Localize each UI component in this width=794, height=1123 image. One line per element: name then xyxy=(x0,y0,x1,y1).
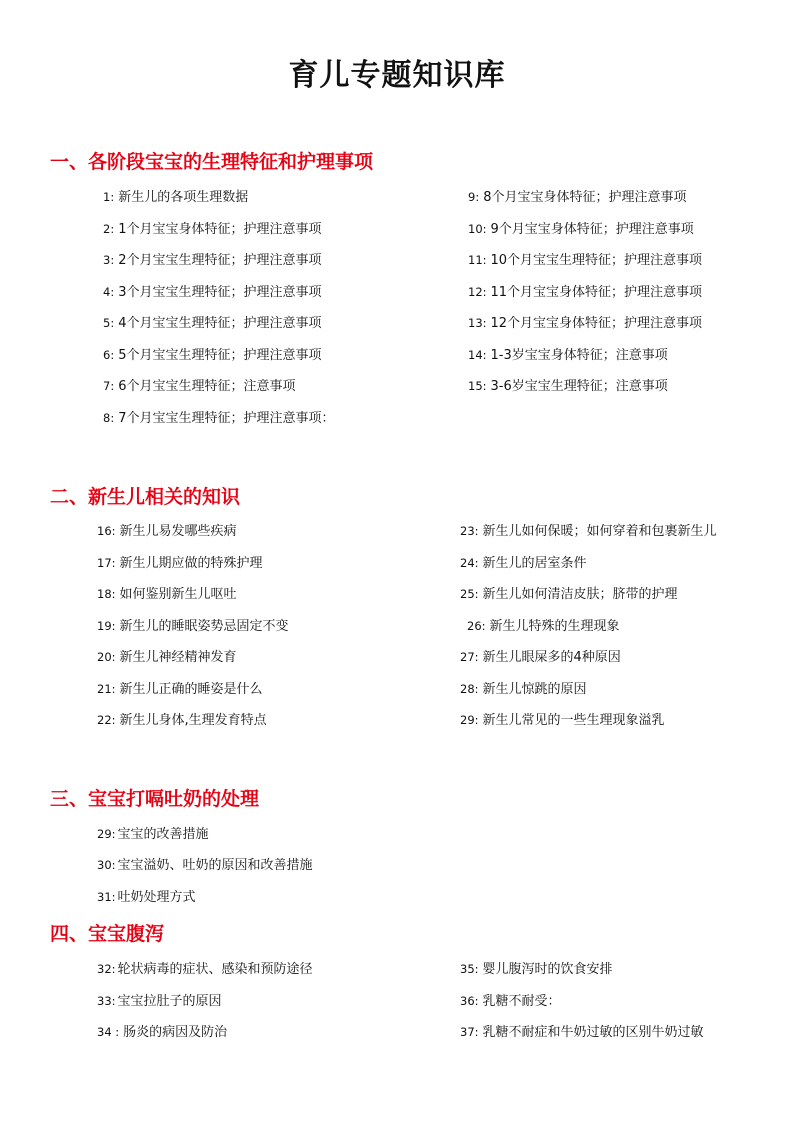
item-number: 20: xyxy=(97,650,116,664)
item-number: 35: xyxy=(460,962,479,976)
item-number: 21: xyxy=(97,682,116,696)
item-text: 肠炎的病因及防治 xyxy=(123,1025,228,1040)
item-text: 3-6岁宝宝生理特征；注意事项 xyxy=(490,379,668,394)
item-number: 29: xyxy=(97,827,116,841)
item-number: 6: xyxy=(103,348,115,362)
item-text: 新生儿如何保暖；如何穿着和包裹新生儿 xyxy=(482,524,717,539)
list-item[interactable] xyxy=(97,615,289,634)
item-text: 新生儿的各项生理数据 xyxy=(118,190,249,205)
list-item[interactable] xyxy=(468,281,702,300)
item-number: 18: xyxy=(97,587,116,601)
item-number: 37: xyxy=(460,1025,479,1039)
list-item[interactable] xyxy=(103,281,321,300)
item-text: 新生儿特殊的生理现象 xyxy=(489,619,620,634)
section-heading: 三、宝宝打嗝吐奶的处理 xyxy=(50,788,260,810)
list-item[interactable] xyxy=(103,312,321,331)
list-item[interactable] xyxy=(103,249,321,268)
item-text: 婴儿腹泻时的饮食安排 xyxy=(482,962,613,977)
list-item[interactable] xyxy=(97,678,263,697)
list-item[interactable] xyxy=(460,958,613,977)
item-text: 11个月宝宝身体特征；护理注意事项 xyxy=(490,285,703,300)
list-item[interactable] xyxy=(467,615,620,634)
list-item[interactable] xyxy=(468,312,702,331)
item-number: 3: xyxy=(103,253,115,267)
list-item[interactable] xyxy=(103,344,321,363)
item-number: 26: xyxy=(467,619,486,633)
page-title: 育儿专题知识库 xyxy=(288,58,506,93)
item-text: 新生儿正确的睡姿是什么 xyxy=(119,682,263,697)
item-number: 29: xyxy=(460,713,479,727)
item-number: 33: xyxy=(97,994,116,1008)
item-text: 宝宝拉肚子的原因 xyxy=(117,994,222,1009)
item-text: 新生儿的睡眠姿势忌固定不变 xyxy=(119,619,289,634)
item-text: 新生儿身体,生理发育特点 xyxy=(119,713,267,728)
item-text: 乳糖不耐受： xyxy=(482,994,561,1009)
item-number: 5: xyxy=(103,316,115,330)
list-item[interactable] xyxy=(468,218,694,237)
list-item[interactable] xyxy=(460,520,717,539)
item-number: 16: xyxy=(97,524,116,538)
item-text: 8个月宝宝身体特征；护理注意事项 xyxy=(483,190,687,205)
item-number: 13: xyxy=(468,316,487,330)
section-heading: 一、各阶段宝宝的生理特征和护理事项 xyxy=(50,151,374,173)
item-text: 4个月宝宝生理特征；护理注意事项 xyxy=(118,316,322,331)
item-text: 宝宝溢奶、吐奶的原因和改善措施 xyxy=(117,858,313,873)
item-text: 3个月宝宝生理特征；护理注意事项 xyxy=(118,285,322,300)
item-text: 6个月宝宝生理特征；注意事项 xyxy=(118,379,296,394)
item-number: 7: xyxy=(103,379,115,393)
item-text: 5个月宝宝生理特征；护理注意事项 xyxy=(118,348,322,363)
item-number: 1: xyxy=(103,190,115,204)
item-number: 34 : xyxy=(97,1025,120,1039)
item-number: 28: xyxy=(460,682,479,696)
list-item[interactable] xyxy=(460,552,587,571)
item-number: 36: xyxy=(460,994,479,1008)
item-text: 如何鉴别新生儿呕吐 xyxy=(119,587,237,602)
item-text: 轮状病毒的症状、感染和预防途径 xyxy=(117,962,313,977)
item-number: 10: xyxy=(468,222,487,236)
list-item[interactable] xyxy=(97,520,237,539)
list-item[interactable] xyxy=(468,249,702,268)
list-item[interactable] xyxy=(460,583,678,602)
item-number: 22: xyxy=(97,713,116,727)
item-number: 15: xyxy=(468,379,487,393)
item-number: 31: xyxy=(97,890,116,904)
list-item[interactable] xyxy=(460,709,665,728)
item-number: 32: xyxy=(97,962,116,976)
list-item[interactable] xyxy=(468,186,686,205)
item-number: 4: xyxy=(103,285,115,299)
list-item[interactable] xyxy=(468,344,668,363)
item-number: 24: xyxy=(460,556,479,570)
item-text: 新生儿神经精神发育 xyxy=(119,650,237,665)
item-number: 17: xyxy=(97,556,116,570)
item-number: 11: xyxy=(468,253,487,267)
list-item[interactable] xyxy=(97,709,267,728)
item-text: 10个月宝宝生理特征；护理注意事项 xyxy=(490,253,703,268)
item-text: 新生儿惊跳的原因 xyxy=(482,682,587,697)
item-text: 12个月宝宝身体特征；护理注意事项 xyxy=(490,316,703,331)
list-item[interactable] xyxy=(97,1021,227,1040)
list-item[interactable] xyxy=(460,646,621,665)
item-text: 新生儿易发哪些疾病 xyxy=(119,524,237,539)
item-text: 7个月宝宝生理特征；护理注意事项： xyxy=(118,411,335,426)
item-number: 14: xyxy=(468,348,487,362)
item-text: 乳糖不耐症和牛奶过敏的区别牛奶过敏 xyxy=(482,1025,704,1040)
list-item[interactable] xyxy=(460,990,561,1009)
item-number: 2: xyxy=(103,222,115,236)
list-item[interactable] xyxy=(97,646,237,665)
list-item[interactable] xyxy=(97,583,237,602)
item-number: 23: xyxy=(460,524,479,538)
list-item[interactable] xyxy=(103,407,334,426)
item-number: 19: xyxy=(97,619,116,633)
item-text: 1-3岁宝宝身体特征；注意事项 xyxy=(490,348,668,363)
list-item[interactable] xyxy=(468,375,668,394)
list-item[interactable] xyxy=(97,823,209,842)
item-text: 1个月宝宝身体特征；护理注意事项 xyxy=(118,222,322,237)
item-text: 2个月宝宝生理特征；护理注意事项 xyxy=(118,253,322,268)
item-text: 新生儿眼屎多的4种原因 xyxy=(482,650,621,665)
item-number: 9: xyxy=(468,190,480,204)
item-number: 25: xyxy=(460,587,479,601)
list-item[interactable] xyxy=(97,958,313,977)
item-text: 新生儿的居室条件 xyxy=(482,556,587,571)
list-item[interactable] xyxy=(103,186,248,205)
item-text: 吐奶处理方式 xyxy=(117,890,196,905)
item-number: 30: xyxy=(97,858,116,872)
list-item[interactable] xyxy=(460,1021,704,1040)
list-item[interactable] xyxy=(97,886,196,905)
section-heading: 二、新生儿相关的知识 xyxy=(50,486,241,508)
item-number: 8: xyxy=(103,411,115,425)
item-text: 新生儿如何清洁皮肤；脐带的护理 xyxy=(482,587,678,602)
item-text: 新生儿常见的一些生理现象溢乳 xyxy=(482,713,665,728)
item-number: 12: xyxy=(468,285,487,299)
item-text: 新生儿期应做的特殊护理 xyxy=(119,556,263,571)
list-item[interactable] xyxy=(97,552,263,571)
item-number: 27: xyxy=(460,650,479,664)
item-text: 9个月宝宝身体特征；护理注意事项 xyxy=(490,222,694,237)
list-item[interactable] xyxy=(97,854,313,873)
list-item[interactable] xyxy=(97,990,222,1009)
list-item[interactable] xyxy=(103,375,295,394)
list-item[interactable] xyxy=(103,218,321,237)
list-item[interactable] xyxy=(460,678,587,697)
section-heading: 四、宝宝腹泻 xyxy=(50,923,165,945)
item-text: 宝宝的改善措施 xyxy=(117,827,209,842)
